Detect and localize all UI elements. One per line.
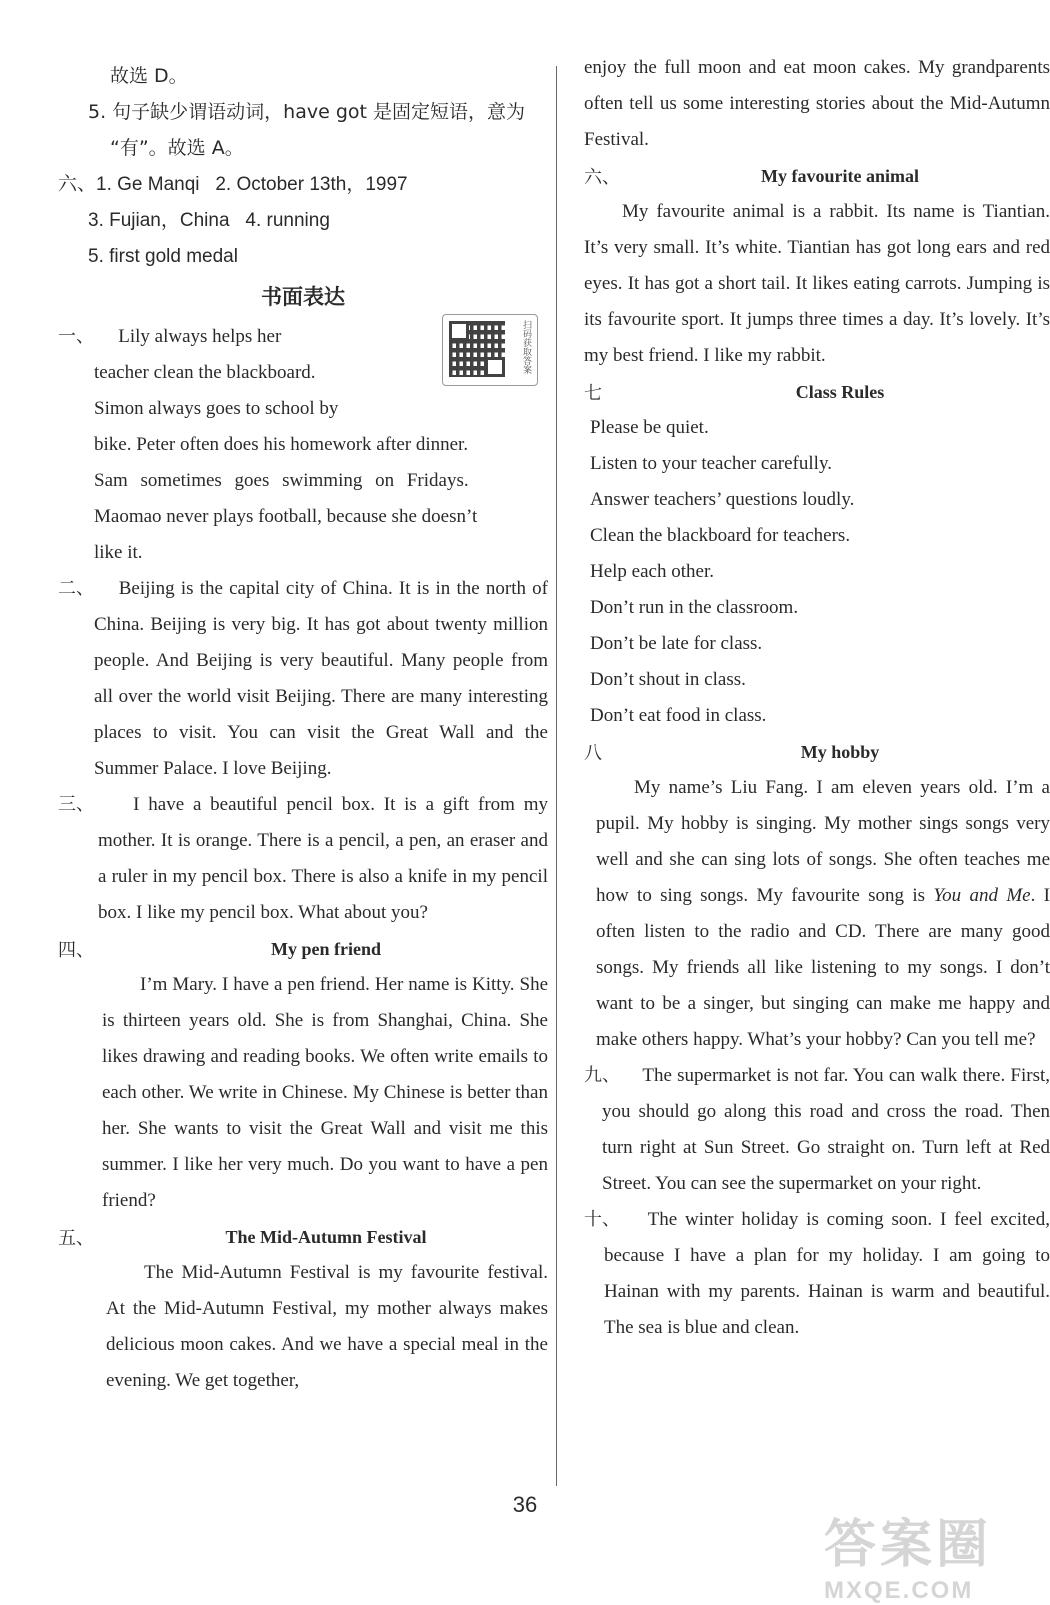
essay-text: Beijing is the capital city of China. It is in the north of China. Beijing is very big. It has got about twenty million people. And Beijing is very beautiful. Many people from all over the world visit Beijing. There are many interesting places to visit. You can visit the Great Wall and the Summer Palace. I love Beijing. (94, 578, 548, 779)
right-column (584, 50, 1050, 1346)
section-mark: 八 (584, 743, 602, 764)
essay-line: Lily always helps her (118, 326, 282, 347)
essay-text: I have a beautiful pencil box. It is a gift from my mother. It is orange. There is a pencil, a pen, an eraser and a ruler in my pencil box. There is also a knife in my pencil box. I like my pencil box. What about you? (98, 794, 549, 923)
section-6-answers (58, 166, 548, 275)
essay-8 (584, 734, 1050, 1058)
essay-10 (584, 1202, 1050, 1346)
rule-item: Answer teachers’ questions loudly. (590, 489, 855, 510)
qr-code-icon (449, 321, 505, 377)
essay-line: teacher clean the blackboard. (94, 362, 316, 383)
essay-5 (58, 1219, 548, 1399)
essay-text: . I often listen to the radio and CD. There are many good songs. My friends all like listening to my songs. I don’t want to be a singer, but singing can make me happy and make others happy. What’s your hobby? Can you tell me? (596, 885, 1050, 1050)
essay-text: The winter holiday is coming soon. I feel excited, because I have a plan for my holiday. I am going to Hainan with my parents. Hainan is warm and beautiful. The sea is blue and clean. (604, 1209, 1050, 1338)
answer-line: 故选 D。 (110, 65, 188, 87)
rule-item: Please be quiet. (590, 417, 709, 438)
essay-line: like it. (94, 542, 143, 563)
essay-line: Sam sometimes goes swimming on Fridays. (94, 470, 469, 491)
essay-line: Simon always goes to school by (94, 398, 339, 419)
section-mark: 六、 (58, 173, 97, 195)
rule-item: Help each other. (590, 561, 714, 582)
column-divider (556, 66, 557, 1486)
answer-item: 4. running (245, 210, 330, 231)
essay-text: I’m Mary. I have a pen friend. Her name is Kitty. She is thirteen years old. She is from Shanghai, China. She likes drawing and reading books. We often write emails to each other. We write in Chinese. My Chinese is better than her. She wants to visit the Great Wall and visit me this summer. I like her very much. Do you want to have a pen friend? (102, 974, 548, 1211)
essay-3 (58, 787, 548, 931)
rule-item: Don’t be late for class. (590, 633, 763, 654)
essay-title: My hobby (800, 741, 880, 762)
essay-line: Maomao never plays football, because she doesn’t (94, 506, 478, 527)
section-mark: 三、 (58, 794, 94, 815)
essay-5-continued: enjoy the full moon and eat moon cakes. My grandparents often tell us some interesting stories about the Mid-Autumn Festival. (584, 57, 1050, 150)
section-mark: 五、 (58, 1228, 94, 1249)
rule-item: Don’t run in the classroom. (590, 597, 799, 618)
answer-item: 2. October 13th，1997 (215, 174, 408, 195)
answer-line: “有”。故选 A。 (110, 137, 244, 159)
writing-section-title: 书面表达 (261, 285, 345, 309)
essay-text: The supermarket is not far. You can walk there. First, you should go along this road and cross the road. Then turn right at Sun Street. Go straight on. Turn left at Red Street. You can see the supermarket on your right. (602, 1065, 1050, 1194)
section-mark: 四、 (58, 940, 94, 961)
answer-item: 3. Fujian，China (88, 210, 230, 231)
watermark-url: MXQE.COM (824, 1577, 974, 1604)
essay-text: My name’s Liu Fang. I am eleven years old. I’m a pupil. My hobby is singing. My mother sings songs very well and she can sing lots of songs. She often teaches me how to sing songs. My favourite song is (596, 777, 1050, 906)
answer-item: 5. first gold medal (88, 246, 238, 267)
watermark-logo: 答案圈 (824, 1515, 993, 1575)
page-number: 36 (512, 1492, 538, 1517)
essay-4 (58, 931, 548, 1219)
qr-code[interactable] (442, 314, 538, 386)
essay-6 (584, 158, 1050, 374)
essay-2 (58, 571, 548, 787)
essay-title: My pen friend (271, 938, 381, 959)
site-watermark (824, 1502, 1034, 1604)
essay-title: The Mid-Autumn Festival (225, 1226, 427, 1247)
section-mark: 一、 (58, 326, 94, 347)
essay-line: bike. Peter often does his homework after dinner. (94, 434, 469, 455)
qr-caption: 扫码获取答案 (521, 320, 531, 374)
section-mark: 二、 (58, 578, 94, 599)
essay-7 (584, 374, 1050, 734)
answer-line: 5. 句子缺少谓语动词，have got 是固定短语，意为 (88, 101, 526, 123)
rule-item: Don’t shout in class. (590, 669, 746, 690)
rule-item: Don’t eat food in class. (590, 705, 767, 726)
section-mark: 六、 (584, 167, 620, 188)
rule-item: Listen to your teacher carefully. (590, 453, 832, 474)
section-mark: 七 (584, 383, 602, 404)
essay-text: The Mid-Autumn Festival is my favourite festival. At the Mid-Autumn Festival, my mother always makes delicious moon cakes. And we have a special meal in the evening. We get together, (106, 1262, 548, 1391)
left-column (58, 58, 548, 1399)
essay-text: My favourite animal is a rabbit. Its name is Tiantian. It’s very small. It’s white. Tiantian has got long ears and red eyes. It has got a short tail. It likes eating carrots. Jumping is its favourite sport. It jumps three times a day. It’s lovely. It’s my best friend. I like my rabbit. (584, 201, 1050, 366)
rule-item: Clean the blackboard for teachers. (590, 525, 851, 546)
essay-title: My favourite animal (761, 165, 919, 186)
answer-item: 1. Ge Manqi (96, 174, 200, 195)
song-title: You and Me (933, 885, 1031, 906)
essay-title: Class Rules (795, 381, 885, 402)
essay-9 (584, 1058, 1050, 1202)
section-mark: 九、 (584, 1065, 620, 1086)
section-mark: 十、 (584, 1209, 620, 1230)
